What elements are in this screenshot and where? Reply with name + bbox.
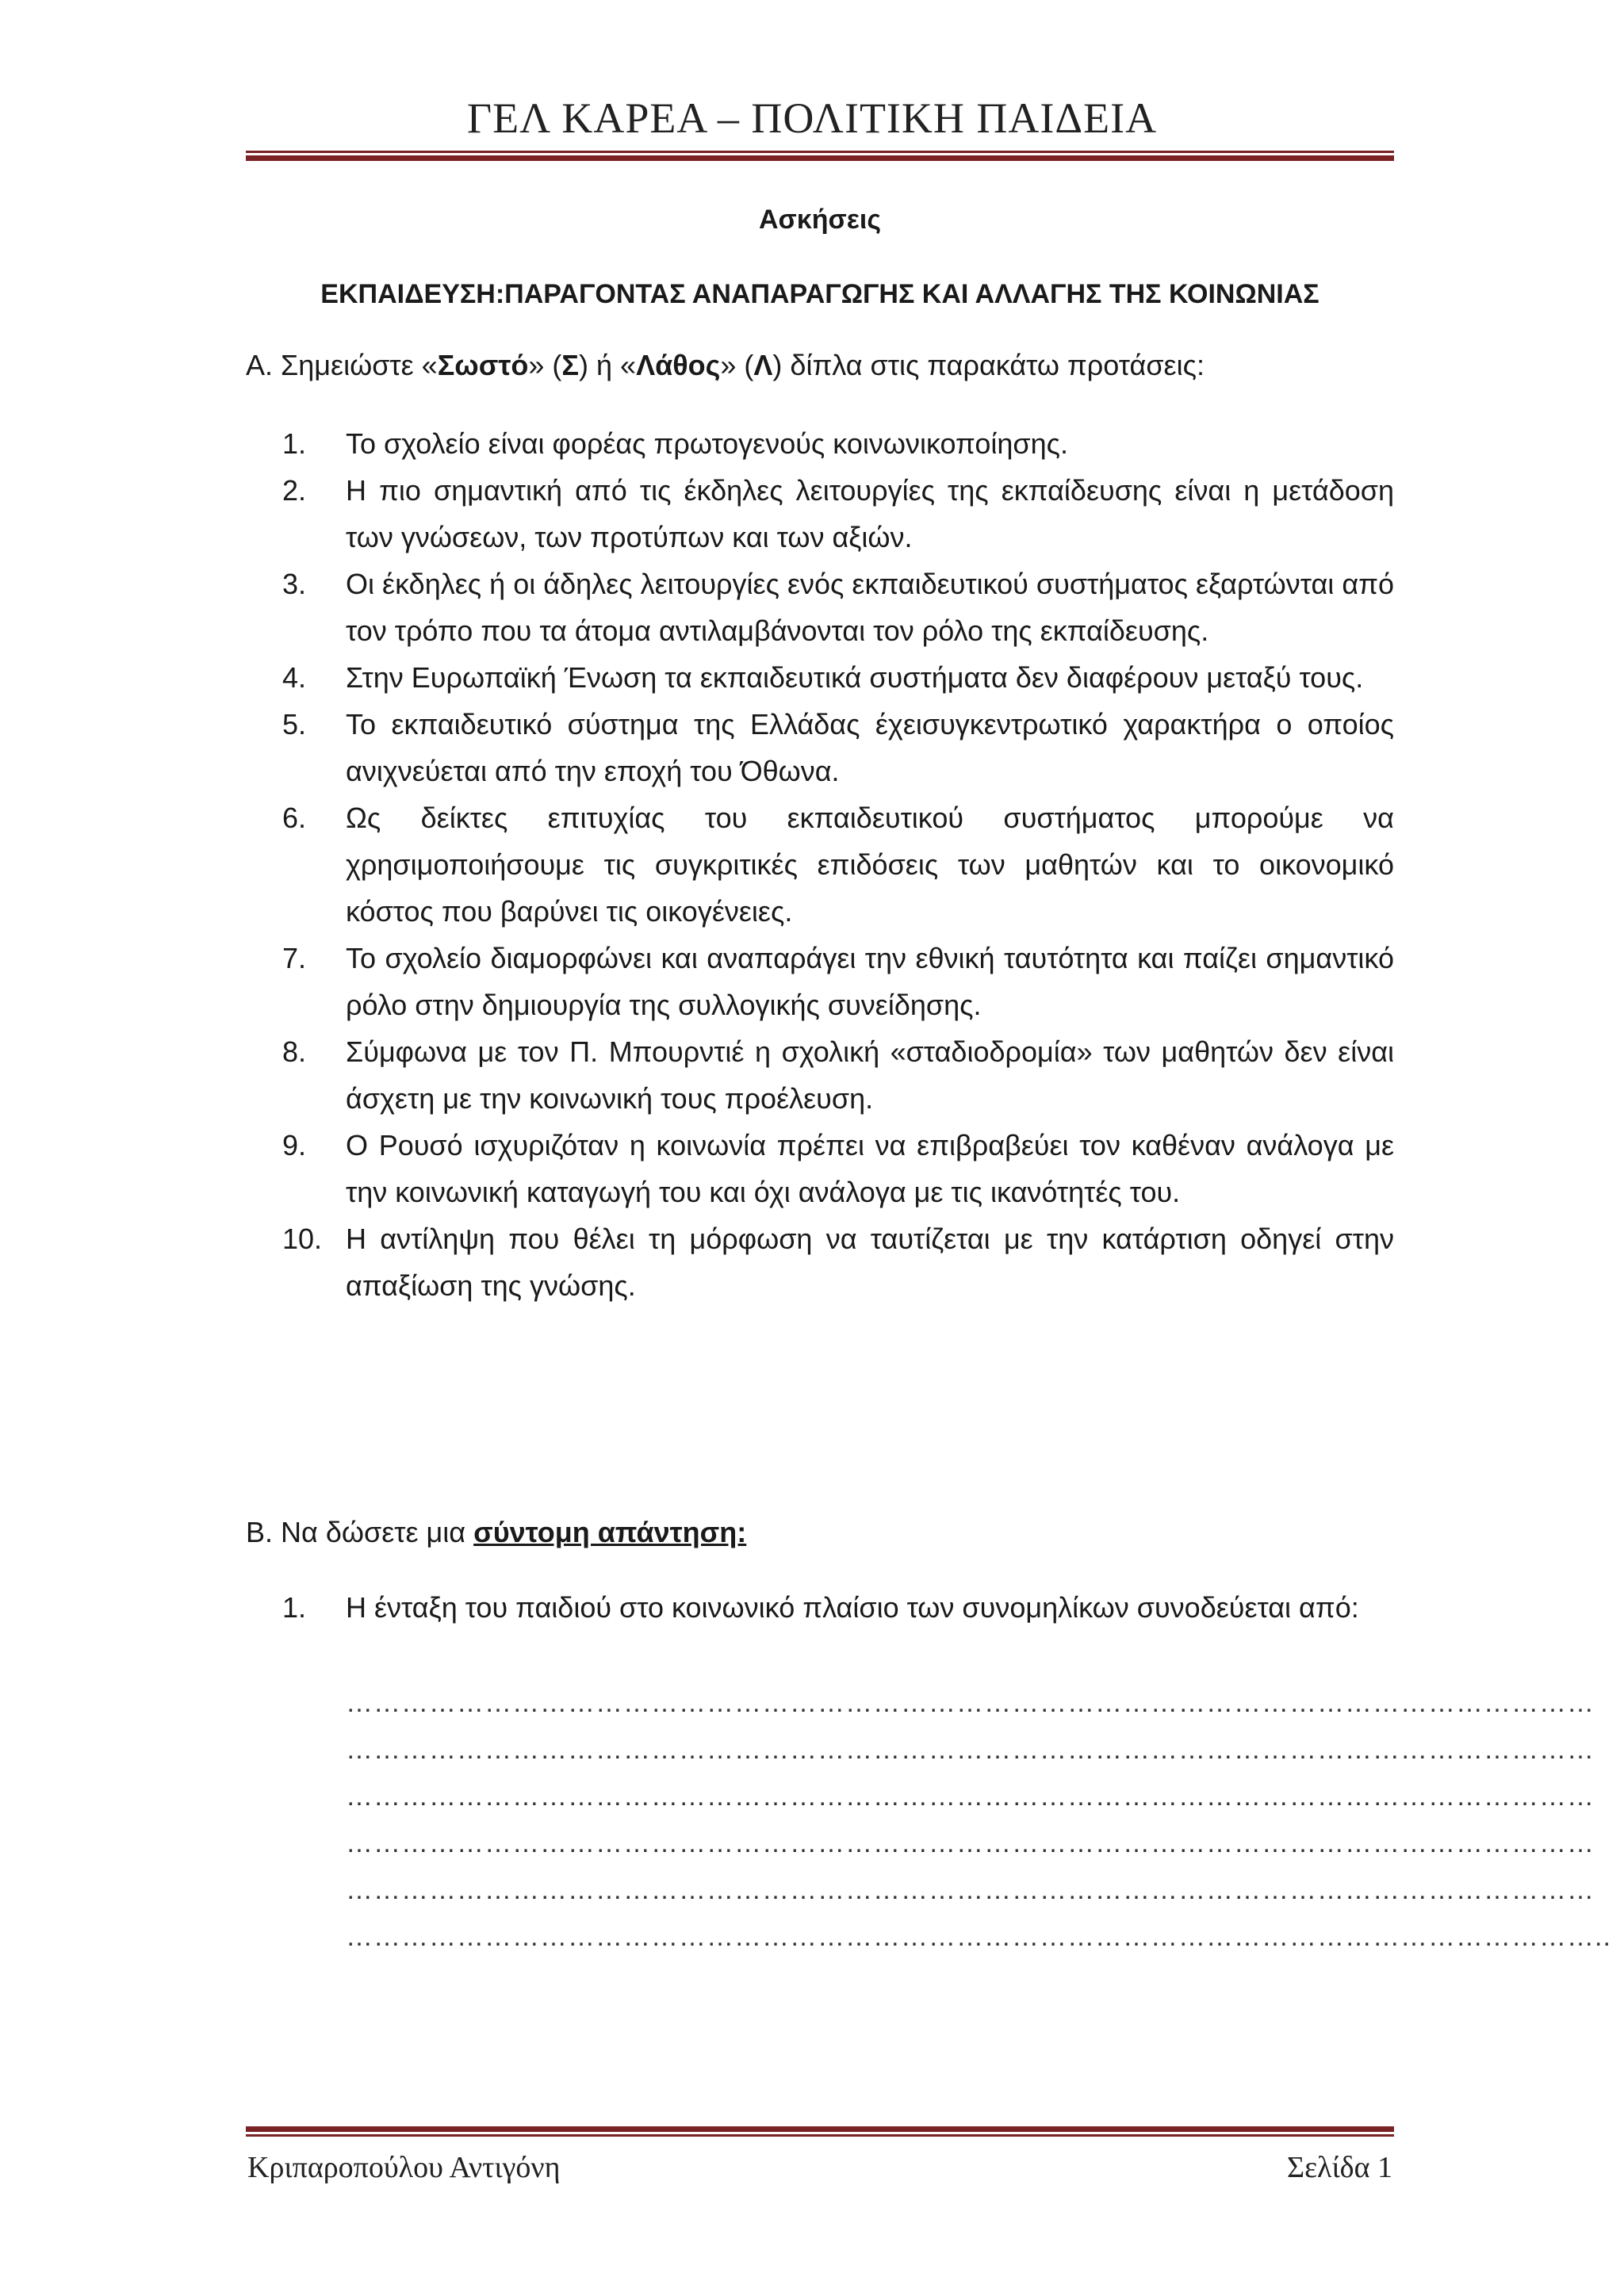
item-number: 7. (282, 942, 307, 974)
item-text: Το σχολείο είναι φορέας πρωτογενούς κοινωνικοποίησης. (346, 427, 1069, 460)
item-number: 10. (282, 1223, 323, 1255)
answer-line[interactable]: ……………………………………………………………………………………………………………………… (346, 1875, 1595, 1905)
item-text: Το σχολείο διαμορφώνει και αναπαράγει την εθνική ταυτότητα και παίζει σημαντικό ρόλο στην δημιουργία της συλλογικής συνείδησης. (346, 942, 1394, 1021)
list-item (246, 1215, 1394, 1309)
list-item (246, 701, 1394, 794)
answer-line[interactable]: ……………………………………………………………………………………………………………………… (346, 1828, 1595, 1858)
instruction-text: Β. Να δώσετε μια (246, 1516, 474, 1548)
item-number: 1. (282, 1591, 307, 1624)
true-false-list (246, 420, 1394, 1309)
instruction-bold: Λάθος (636, 349, 721, 381)
list-item (246, 654, 1394, 701)
item-text: Η ένταξη του παιδιού στο κοινωνικό πλαίσιο των συνομηλίκων συνοδεύεται από: (346, 1591, 1359, 1624)
answer-line[interactable]: ……………………………………………………………………………………………………………………… (346, 1735, 1595, 1765)
topic-title: ΕΚΠΑΙΔΕΥΣΗ:ΠΑΡΑΓΟΝΤΑΣ ΑΝΑΠΑΡΑΓΩΓΗΣ ΚΑΙ ΑΛΛΑΓΗΣ ΤΗΣ ΚΟΙΝΩΝΙΑΣ (320, 279, 1320, 309)
answer-line[interactable]: ……………………………………………………………………………………………………………………….. (346, 1922, 1611, 1952)
item-text: Ο Ρουσό ισχυριζόταν η κοινωνία πρέπει να επιβραβεύει τον καθέναν ανάλογα με την κοινωνική καταγωγή του και όχι ανάλογα με τις ικανότητές του. (346, 1129, 1394, 1208)
section-a-instruction (246, 349, 1394, 382)
list-item (246, 467, 1394, 561)
footer-rule (246, 2126, 1394, 2137)
answer-line[interactable]: ……………………………………………………………………………………………………………………… (346, 1688, 1595, 1718)
instruction-text: » ( (720, 349, 754, 381)
page-number: Σελίδα 1 (1286, 2151, 1392, 2184)
item-number: 8. (282, 1035, 307, 1068)
item-text: Οι έκδηλες ή οι άδηλες λειτουργίες ενός εκπαιδευτικού συστήματος εξαρτώνται από τον τρόπο που τα άτομα αντιλαμβάνονται τον ρόλο της εκπαίδευσης. (346, 568, 1394, 647)
item-text: Η αντίληψη που θέλει τη μόρφωση να ταυτίζεται με την κατάρτιση οδηγεί στην απαξίωση της γνώσης. (346, 1223, 1394, 1302)
item-text: Σύμφωνα με τον Π. Μπουρντιέ η σχολική «σταδιοδρομία» των μαθητών δεν είναι άσχετη με την κοινωνική τους προέλευση. (346, 1035, 1394, 1115)
instruction-text: ) ή « (579, 349, 637, 381)
exercises-title: Ασκήσεις (758, 205, 882, 235)
answer-line[interactable]: ……………………………………………………………………………………………………………………… (346, 1781, 1595, 1812)
list-item (246, 935, 1394, 1028)
header-rule (246, 151, 1394, 161)
instruction-emphasis: σύντομη απάντηση: (473, 1516, 747, 1548)
instruction-bold: Σ (561, 349, 580, 381)
section-b-instruction (246, 1516, 1394, 1549)
list-item (246, 1028, 1394, 1122)
item-number: 4. (282, 661, 307, 694)
list-item (246, 420, 1394, 467)
item-number: 2. (282, 474, 307, 507)
instruction-text: ) δίπλα στις παρακάτω προτάσεις: (772, 349, 1205, 381)
item-text: Στην Ευρωπαϊκή Ένωση τα εκπαιδευτικά συστήματα δεν διαφέρουν μεταξύ τους. (346, 661, 1364, 694)
list-item (246, 794, 1394, 935)
list-item (246, 1122, 1394, 1215)
list-item (246, 561, 1394, 654)
instruction-bold: Σωστό (437, 349, 529, 381)
item-text: Η πιο σημαντική από τις έκδηλες λειτουργίες της εκπαίδευσης είναι η μετάδοση των γνώσεων, των προτύπων και των αξιών. (346, 474, 1394, 553)
item-number: 3. (282, 568, 307, 600)
short-answer-list (246, 1584, 1394, 1631)
header-title: ΓΕΛ ΚΑΡΕΑ – ΠΟΛΙΤΙΚΗ ΠΑΙΔΕΙΑ (466, 94, 1158, 142)
item-text: Το εκπαιδευτικό σύστημα της Ελλάδας έχεισυγκεντρωτικό χαρακτήρα ο οποίος ανιχνεύεται από την εποχή του Όθωνα. (346, 708, 1394, 787)
item-number: 1. (282, 427, 307, 460)
item-number: 9. (282, 1129, 307, 1161)
instruction-bold: Λ (753, 349, 773, 381)
item-text: Ως δείκτες επιτυχίας του εκπαιδευτικού συστήματος μπορούμε να χρησιμοποιήσουμε τις συγκριτικές επιδόσεις των μαθητών και το οικονομικό κόστος που βαρύνει τις οικογένειες. (346, 802, 1394, 928)
footer-author: Κριπαροπούλου Αντιγόνη (247, 2151, 561, 2184)
list-item (246, 1584, 1394, 1631)
item-number: 5. (282, 708, 307, 740)
instruction-text: Α. Σημειώστε « (246, 349, 438, 381)
item-number: 6. (282, 802, 307, 834)
instruction-text: » ( (528, 349, 562, 381)
